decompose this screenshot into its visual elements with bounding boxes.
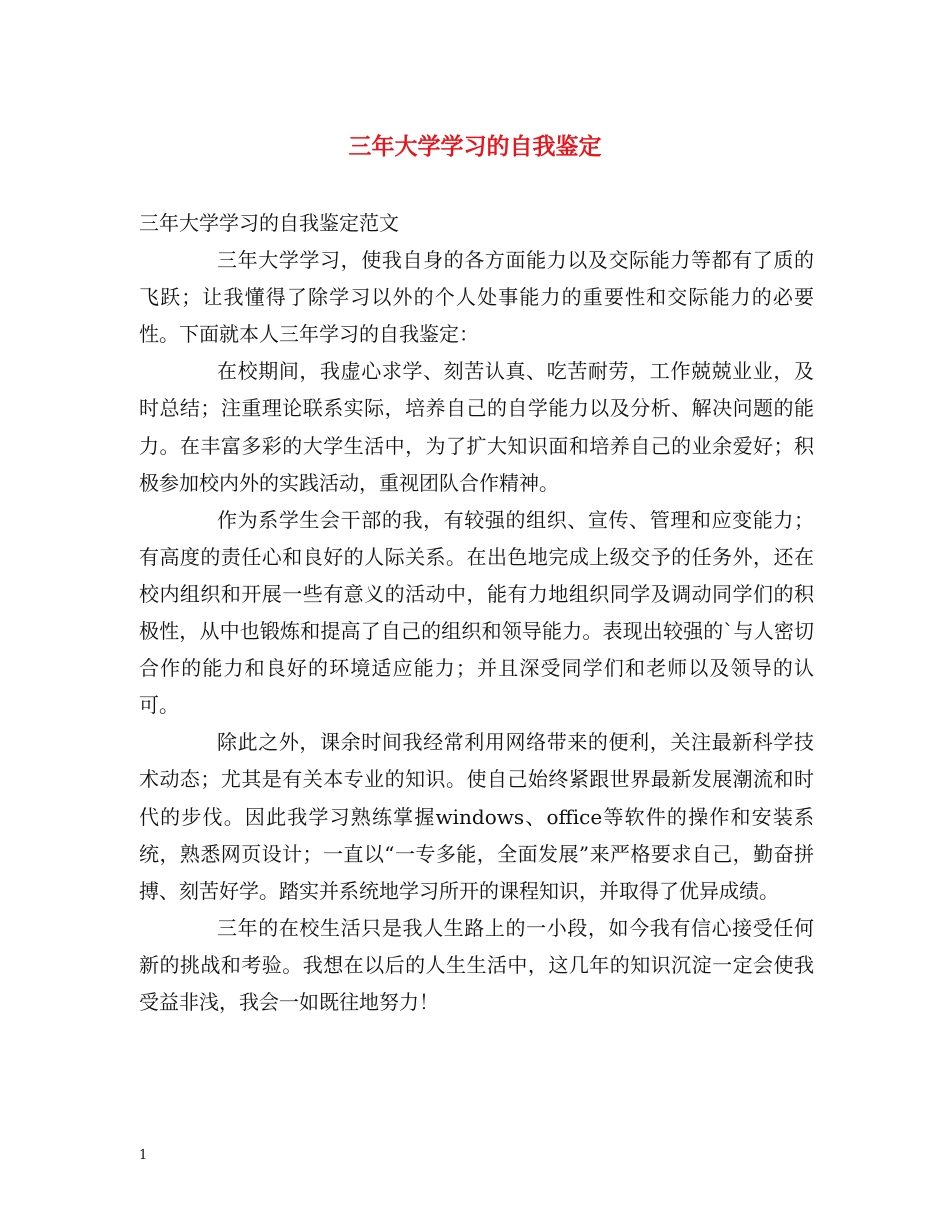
document-body <box>139 205 814 1021</box>
paragraph: 在校期间，我虚心求学、刻苦认真、吃苦耐劳，工作兢兢业业，及时总结；注重理论联系实际，培养自己的自学能力以及分析、解决问题的能力。在丰富多彩的大学生活中，为了扩大知识面和培养自己的业余爱好；积极参加校内外的实践活动，重视团队合作精神。 <box>139 359 814 495</box>
paragraph: 除此之外，课余时间我经常利用网络带来的便利，关注最新科学技术动态；尤其是有关本专业的知识。使自己始终紧跟世界最新发展潮流和时代的步伐。因此我学习熟练掌握windows、office等软件的操作和安装系统，熟悉网页设计；一直以“一专多能，全面发展”来严格要求自己，勤奋拼搏、刻苦好学。踏实并系统地学习所开的课程知识，并取得了优异成绩。 <box>139 730 814 903</box>
document-title: 三年大学学习的自我鉴定 <box>348 134 602 160</box>
paragraph: 三年大学学习，使我自身的各方面能力以及交际能力等都有了质的飞跃；让我懂得了除学习以外的个人处事能力的重要性和交际能力的必要性。下面就本人三年学习的自我鉴定： <box>139 248 814 347</box>
document-subtitle: 三年大学学习的自我鉴定范文 <box>139 211 399 235</box>
page-number: 1 <box>139 1148 148 1163</box>
paragraph: 三年的在校生活只是我人生路上的一小段，如今我有信心接受任何新的挑战和考验。我想在以后的人生生活中，这几年的知识沉淀一定会使我受益非浅，我会一如既往地努力！ <box>139 915 814 1014</box>
paragraph: 作为系学生会干部的我，有较强的组织、宣传、管理和应变能力；有高度的责任心和良好的人际关系。在出色地完成上级交予的任务外，还在校内组织和开展一些有意义的活动中，能有力地组织同学及调动同学们的积极性，从中也锻炼和提高了自己的组织和领导能力。表现出较强的`与人密切合作的能力和良好的环境适应能力；并且深受同学们和老师以及领导的认可。 <box>139 507 814 718</box>
